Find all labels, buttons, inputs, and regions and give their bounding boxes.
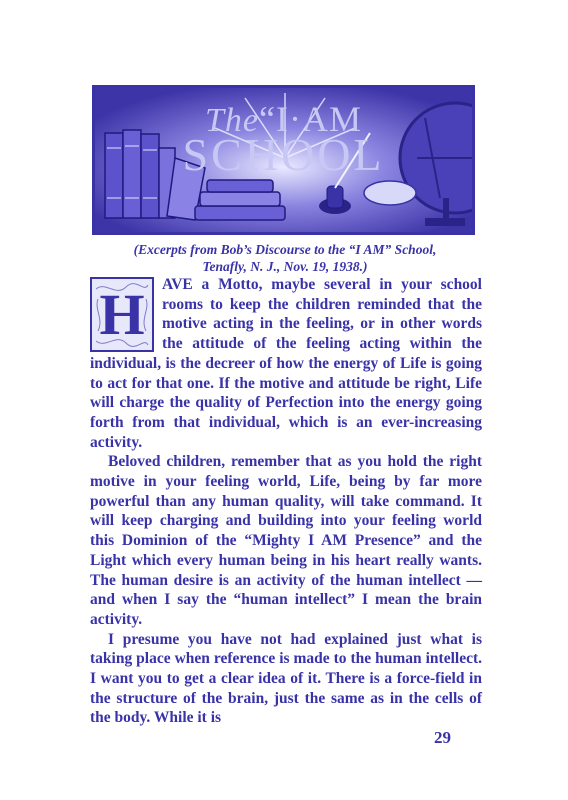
page-number: 29: [434, 728, 451, 747]
drop-cap: [90, 277, 154, 352]
banner-title: [95, 98, 472, 181]
header-illustration: [92, 85, 475, 235]
drop-cap-letter: H: [99, 282, 145, 347]
banner-school: SCHOOL: [182, 129, 385, 180]
banner-the: The: [205, 102, 260, 139]
caption-line-1: (Excerpts from Bob’s Discourse to the “I AM” School,: [133, 242, 437, 257]
paragraph-1-text: AVE a Motto, maybe several in your school rooms to keep the children reminded that the motive acting in the feeling, or in other words the attitude of the feeling acting within the individual, is the decreer of how the energy of Life is going to act for that one. If the motive and attitude be right, Life will charge the quality of Perfection into the energy going forth from that individual, which is an ever-increasing activity.: [90, 276, 482, 451]
paragraph-1: [90, 275, 482, 452]
caption: [90, 241, 480, 275]
paragraph-2: Beloved children, remember that as you hold the right motive in your feeling world, Life, being by far more powerful than any human quality, will take command. It will keep charging and building into your feeling world this Dominion of the “Mighty I AM Presence” and the Light which every human being in his heart really wants. The human desire is an activity of the human intellect —and when I say the “human intellect” I mean the brain activity.: [90, 453, 482, 628]
paragraph-3: I presume you have not had explained just what is taking place when reference is made to the human intellect. I want you to get a clear idea of it. There is a force-field in the structure of the brain, just the same as in the cells of the body. While it is: [90, 630, 482, 727]
caption-line-2: Tenafly, N. J., Nov. 19, 1938.): [202, 259, 368, 274]
banner-iam: “I·AM: [259, 99, 362, 139]
article-body: [90, 275, 482, 728]
